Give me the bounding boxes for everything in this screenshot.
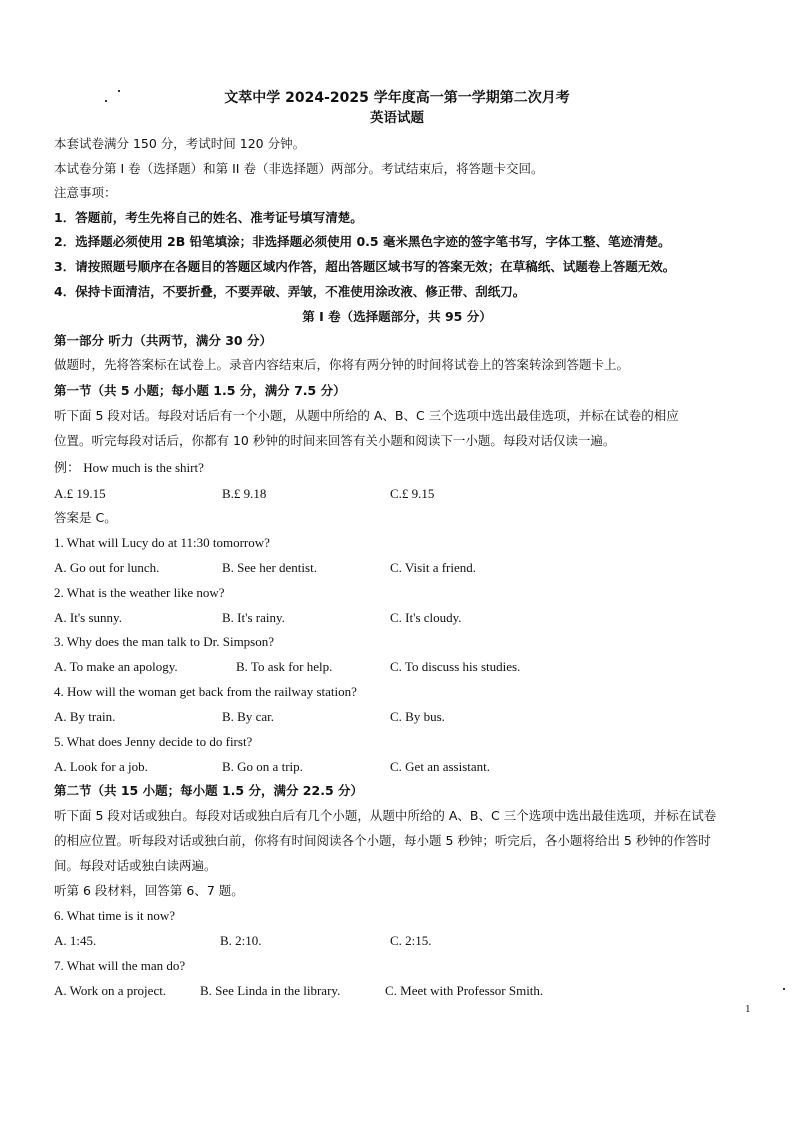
question-6-option-a: A. 1:45.	[54, 933, 97, 948]
question-5-option-c: C. Get an assistant.	[390, 759, 491, 774]
volume-heading: 第 I 卷（选择题部分，共 95 分）	[302, 309, 492, 324]
question-2-option-b: B. It's rainy.	[222, 610, 285, 625]
question-4-option-b: B. By car.	[222, 709, 274, 724]
page-number: 1	[745, 1003, 751, 1015]
exam-subtitle: 英语试题	[370, 110, 424, 126]
question-7: 7. What will the man do?	[54, 958, 186, 973]
question-5-option-b: B. Go on a trip.	[222, 759, 303, 774]
question-2-option-a: A. It's sunny.	[54, 610, 122, 625]
question-2: 2. What is the weather like now?	[54, 585, 225, 600]
section-instructions: 听下面 5 段对话。每段对话后有一个小题，从题中所给的 A、B、C 三个选项中选出最佳选项，并标在试卷的相应	[54, 408, 679, 423]
note-item: 4．保持卡面清洁，不要折叠，不要弄破、弄皱，不准使用涂改液、修正带、刮纸刀。	[54, 284, 526, 299]
example-option-a: A.£ 19.15	[54, 486, 106, 501]
question-3-option-a: A. To make an apology.	[54, 659, 178, 674]
question-6: 6. What time is it now?	[54, 908, 176, 923]
section-heading: 第二节（共 15 小题；每小题 1.5 分，满分 22.5 分）	[54, 783, 363, 798]
note-item: 2．选择题必须使用 2B 铅笔填涂；非选择题必须使用 0.5 毫米黑色字迹的签字笔书写，字体工整、笔迹清楚。	[54, 234, 671, 249]
material-intro: 听第 6 段材料，回答第 6、7 题。	[54, 883, 244, 898]
question-3: 3. Why does the man talk to Dr. Simpson?	[54, 634, 275, 649]
question-1-option-b: B. See her dentist.	[222, 560, 317, 575]
note-item: 1．答题前，考生先将自己的姓名、准考证号填写清楚。	[54, 210, 363, 225]
question-5: 5. What does Jenny decide to do first?	[54, 734, 253, 749]
exam-title: 文萃中学 2024-2025 学年度高一第一学期第二次月考	[224, 90, 570, 106]
question-1-option-c: C. Visit a friend.	[390, 560, 476, 575]
question-6-option-c: C. 2:15.	[390, 933, 432, 948]
note-item: 3．请按照题号顺序在各题目的答题区域内作答，超出答题区域书写的答案无效；在草稿纸、试题卷上答题无效。	[54, 259, 676, 274]
part-heading: 第一部分 听力（共两节，满分 30 分）	[54, 333, 272, 348]
section-heading: 第一节（共 5 小题；每小题 1.5 分，满分 7.5 分）	[54, 383, 346, 398]
question-4-option-c: C. By bus.	[390, 709, 445, 724]
question-4: 4. How will the woman get back from the railway station?	[54, 684, 357, 699]
scan-speck	[783, 988, 785, 990]
question-1: 1. What will Lucy do at 11:30 tomorrow?	[54, 535, 270, 550]
question-5-option-a: A. Look for a job.	[54, 759, 148, 774]
example-option-c: C.£ 9.15	[390, 486, 435, 501]
question-6-option-b: B. 2:10.	[220, 933, 262, 948]
section-instructions: 间。每段对话或独白读两遍。	[54, 858, 217, 873]
question-7-option-b: B. See Linda in the library.	[200, 983, 341, 998]
part-instructions: 做题时，先将答案标在试卷上。录音内容结束后，你将有两分钟的时间将试卷上的答案转涂到答题卡上。	[54, 357, 630, 372]
example-option-b: B.£ 9.18	[222, 486, 267, 501]
intro-line: 本试卷分第 I 卷（选择题）和第 II 卷（非选择题）两部分。考试结束后，将答题卡交回。	[54, 161, 544, 176]
question-2-option-c: C. It's cloudy.	[390, 610, 462, 625]
question-4-option-a: A. By train.	[54, 709, 116, 724]
example-prompt: 例： How much is the shirt?	[54, 460, 204, 475]
intro-line: 本套试卷满分 150 分，考试时间 120 分钟。	[54, 136, 306, 151]
question-1-option-a: A. Go out for lunch.	[54, 560, 160, 575]
example-answer: 答案是 C。	[54, 510, 117, 525]
section-instructions: 位置。听完每段对话后，你都有 10 秒钟的时间来回答有关小题和阅读下一小题。每段对话仅读一遍。	[54, 433, 616, 448]
section-instructions: 听下面 5 段对话或独白。每段对话或独白后有几个小题，从题中所给的 A、B、C 三个选项中选出最佳选项，并标在试卷	[54, 808, 717, 823]
section-instructions: 的相应位置。听每段对话或独白前，你将有时间阅读各个小题，每小题 5 秒钟；听完后，各小题将给出 5 秒钟的作答时	[54, 833, 711, 848]
question-3-option-c: C. To discuss his studies.	[390, 659, 521, 674]
question-3-option-b: B. To ask for help.	[236, 659, 333, 674]
question-7-option-a: A. Work on a project.	[54, 983, 167, 998]
question-7-option-c: C. Meet with Professor Smith.	[385, 983, 544, 998]
notes-heading: 注意事项：	[54, 185, 117, 200]
